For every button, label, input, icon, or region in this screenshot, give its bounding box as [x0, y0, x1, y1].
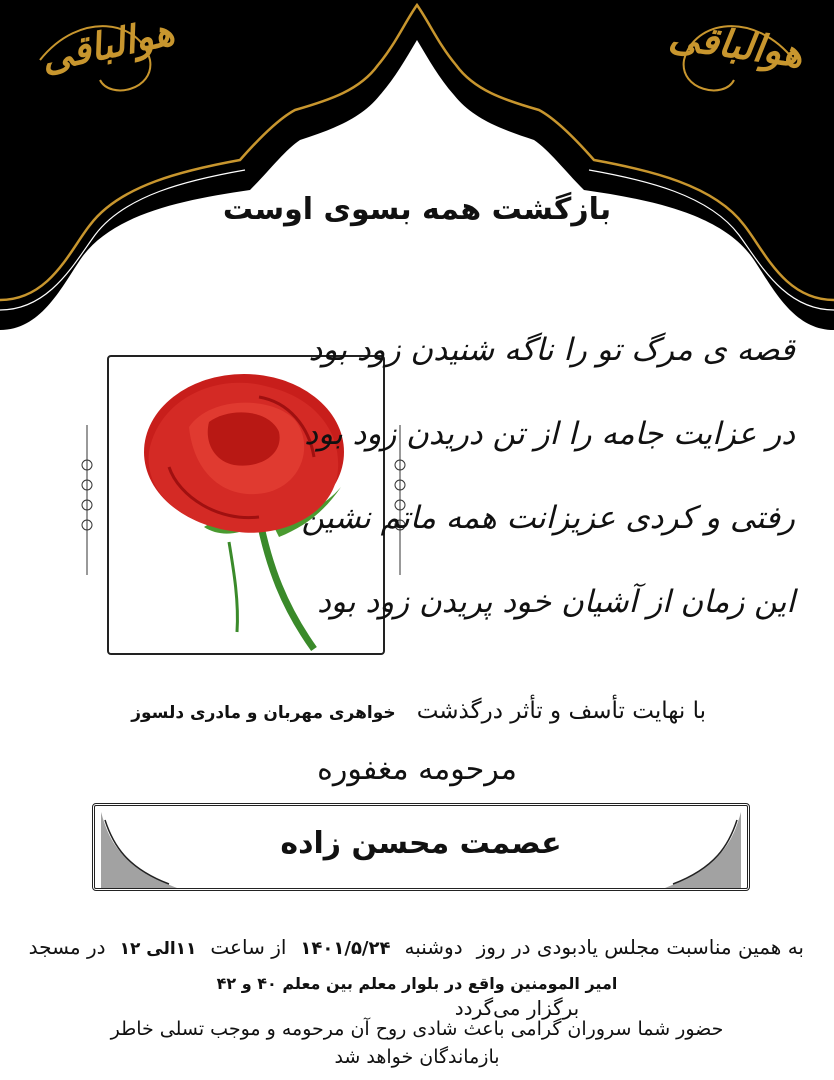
- name-box: [92, 803, 750, 891]
- event-time: ۱۱الی ۱۲: [119, 939, 197, 959]
- ornament-left: [75, 425, 99, 575]
- poem-line: قصه ی مرگ تو را ناگه شنیدن زود بود: [308, 332, 795, 368]
- poem-line: رفتی و کردی عزیزانت همه ماتم نشین: [301, 500, 795, 536]
- event-in-label: در مسجد: [28, 935, 106, 959]
- poem-line: این زمان از آشیان خود پریدن زود بود: [317, 584, 795, 620]
- closing-line-1: حضور شما سروران گرامی باعث شادی روح آن مرحومه و موجب تسلی خاطر: [110, 1018, 724, 1040]
- announcement-line: [131, 698, 706, 724]
- calligraphy-right: هوالباقی: [666, 12, 807, 77]
- page-title: بازگشت همه بسوی اوست: [222, 192, 612, 227]
- poem-line: در عزایت جامه را از تن دریدن زود بود: [304, 416, 795, 452]
- closing-line-2: بازماندگان خواهد شد: [334, 1046, 500, 1068]
- event-location: امیر المومنین واقع در بلوار معلم بین معلم ۴۰ و ۴۲: [216, 974, 618, 993]
- event-from-label: از ساعت: [210, 935, 287, 959]
- event-day: دوشنبه: [404, 935, 463, 959]
- deceased-name: عصمت محسن زاده: [280, 826, 562, 861]
- event-line: [30, 935, 804, 959]
- event-intro: به همین مناسبت مجلس یادبودی در روز: [476, 935, 804, 959]
- event-date: ۱۴۰۱/۵/۲۴: [300, 938, 391, 959]
- deceased-title: مرحومه مغفوره: [317, 752, 517, 787]
- calligraphy-left: هوالباقی: [36, 8, 178, 81]
- poem: [301, 332, 795, 671]
- event-held: برگزار می‌گردد: [454, 996, 580, 1020]
- announcement-detail: خواهری مهربان و مادری دلسوز: [131, 703, 396, 723]
- announcement-text: با نهایت تأسف و تأثر درگذشت: [416, 698, 706, 724]
